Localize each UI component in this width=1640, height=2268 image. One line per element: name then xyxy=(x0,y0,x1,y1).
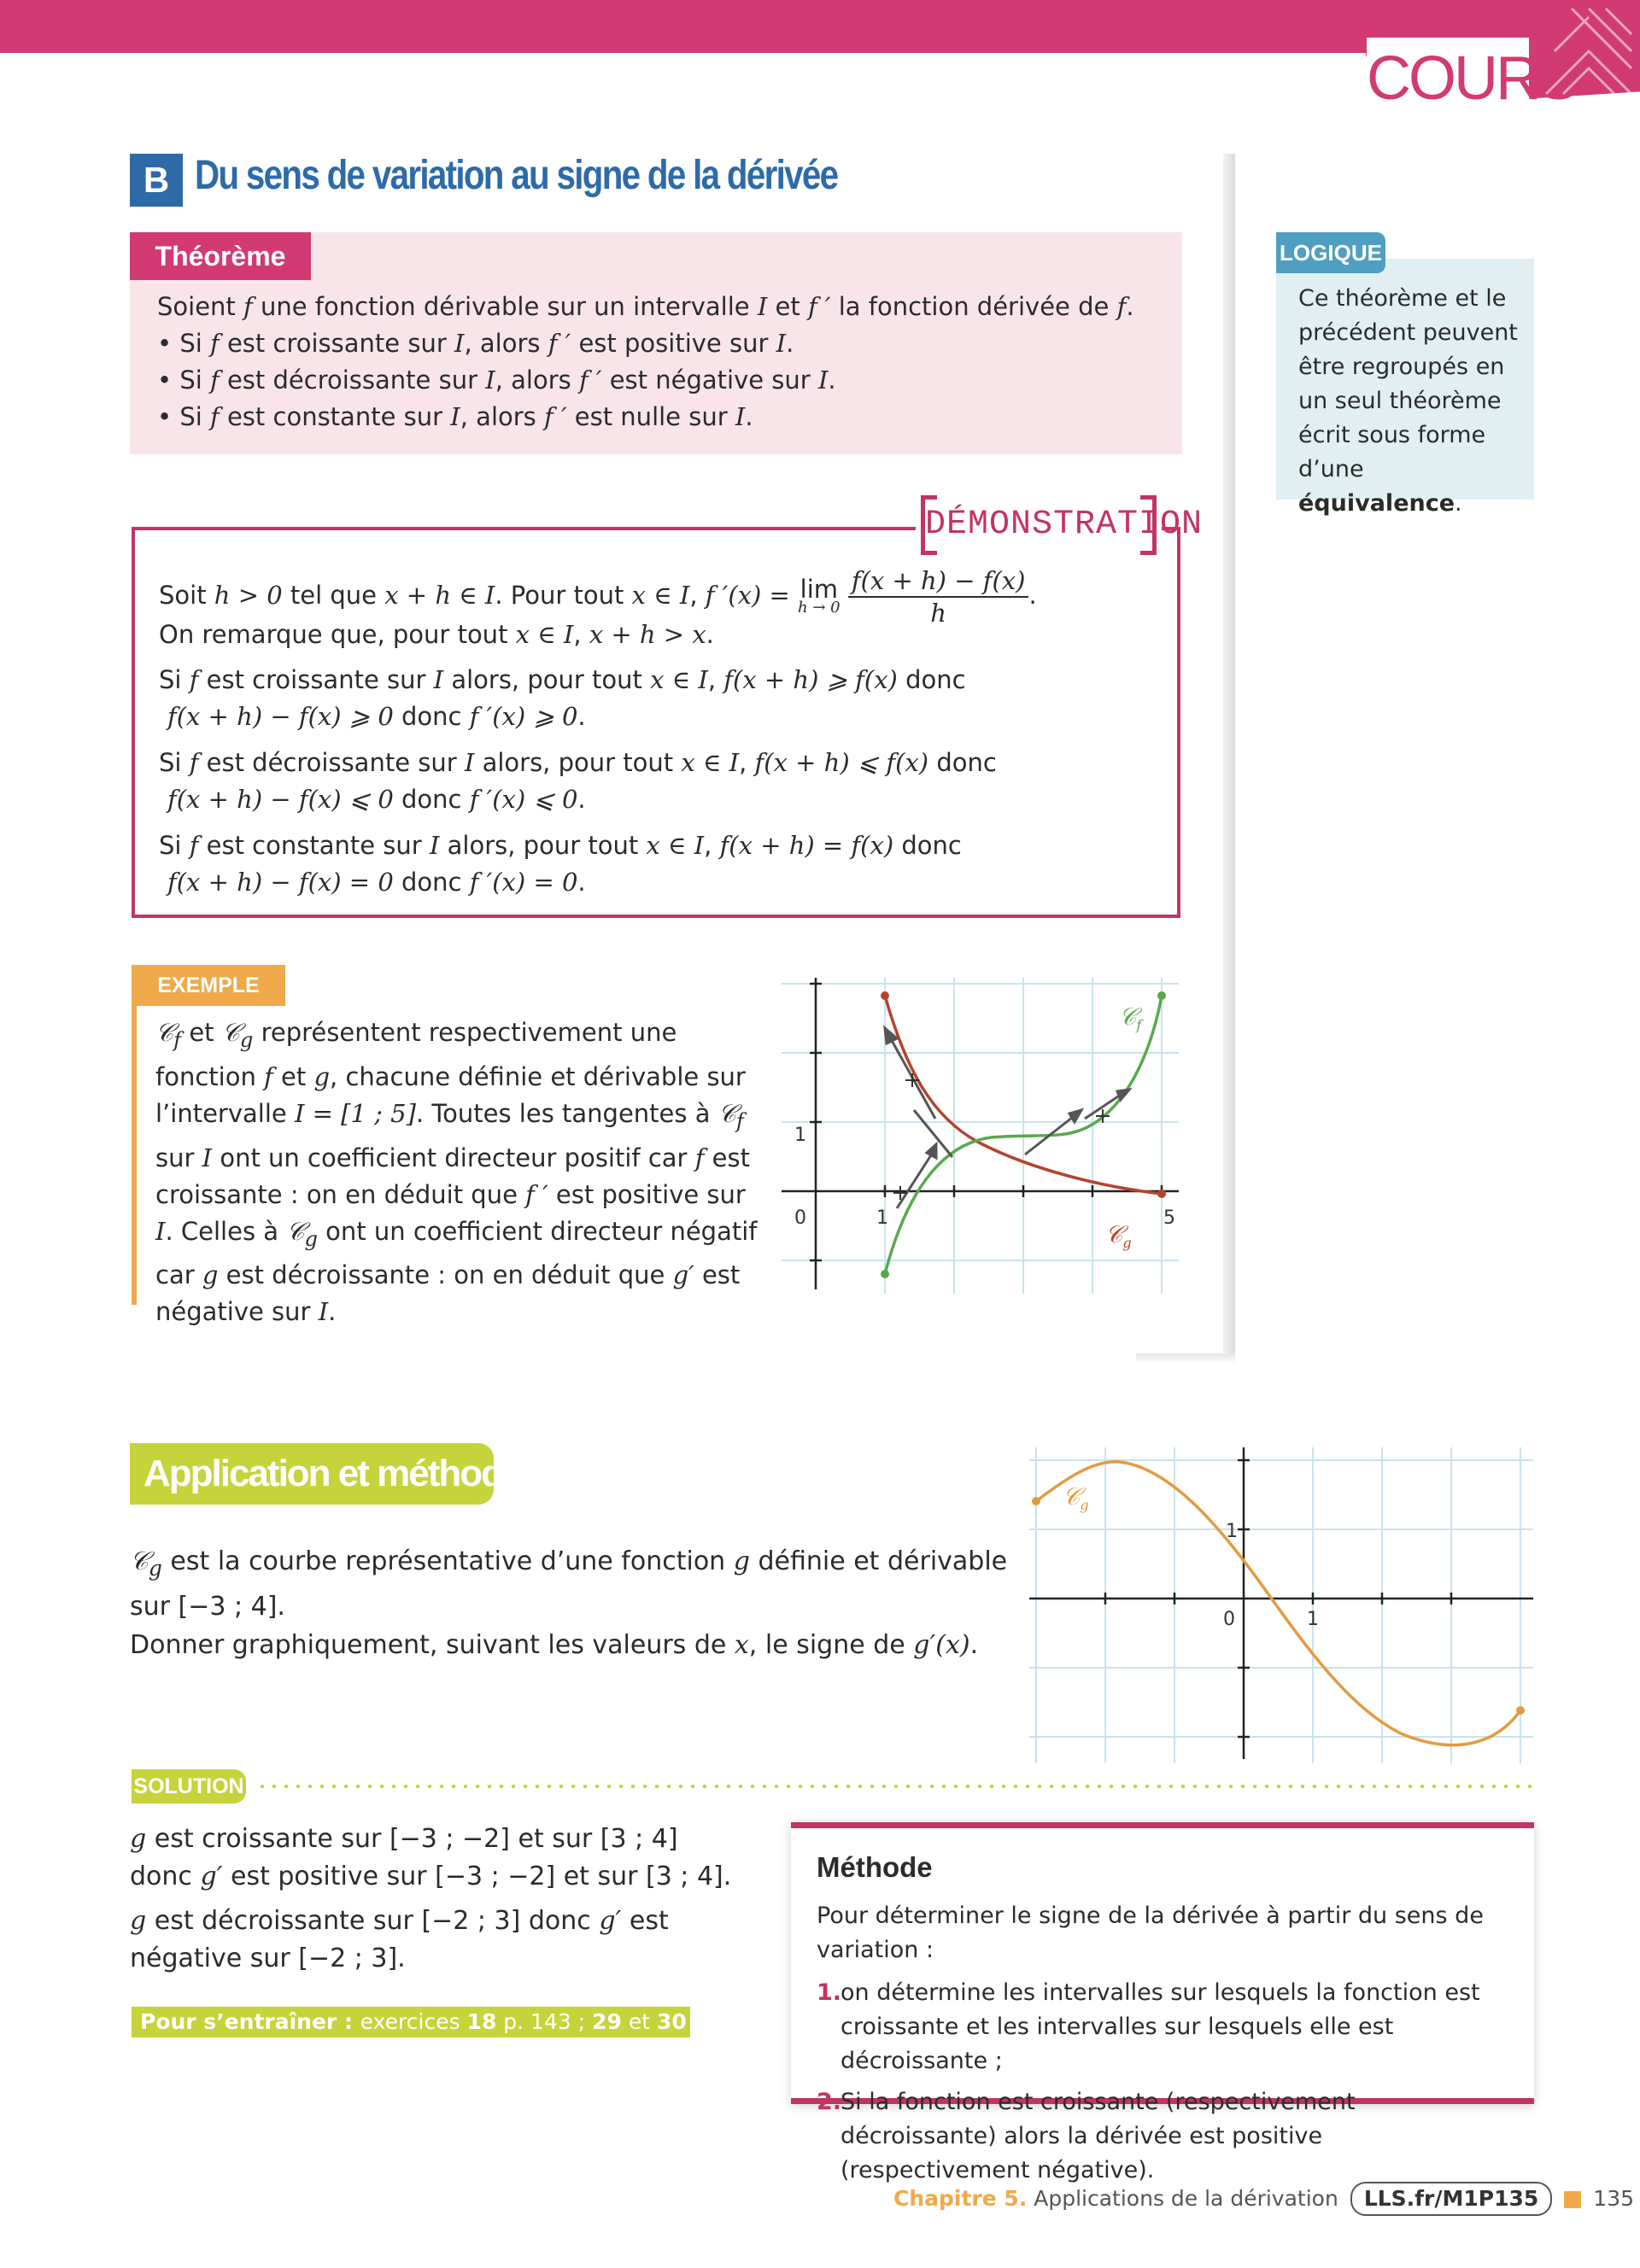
graph-cf-cg xyxy=(777,973,1187,1298)
top-banner xyxy=(0,0,1367,53)
theorem-item: • Si f est croissante sur I, alors f ′ est positive sur I. xyxy=(157,329,794,358)
methode-title: Méthode xyxy=(817,1851,933,1883)
exemple-line: car g est décroissante : on en déduit que g′ est xyxy=(155,1260,741,1290)
section-title: Du sens de variation au signe de la dérivée xyxy=(195,153,838,198)
page-marker-icon xyxy=(1564,2191,1581,2208)
origin-label: 0 xyxy=(794,1207,806,1229)
theorem-tag: Théorème xyxy=(130,232,311,280)
demonstration-tag: DÉMONSTRATION xyxy=(921,495,1157,555)
lls-link[interactable]: LLS.fr/M1P135 xyxy=(1350,2182,1552,2216)
curve-cg xyxy=(1036,1462,1520,1745)
theorem-body xyxy=(157,289,1134,435)
solution-line: donc g′ est positive sur [−3 ; −2] et sur [3 ; 4]. xyxy=(130,1862,732,1891)
solution-tag: SOLUTION xyxy=(132,1769,246,1803)
exemple-line: 𝒞$_f$ et 𝒞$_g$ représentent respectivement une xyxy=(155,1018,677,1052)
y-tick-label: 1 xyxy=(1226,1521,1238,1542)
theorem-item: • Si f est décroissante sur I, alors f ′ est négative sur I. xyxy=(157,365,836,395)
origin-label: 0 xyxy=(1223,1609,1235,1630)
application-line: Donner graphiquement, suivant les valeurs de x, le signe de g′(x). xyxy=(130,1630,979,1660)
solution-text xyxy=(130,1821,731,1978)
exemple-line: négative sur I. xyxy=(155,1297,337,1327)
exemple-line: l’intervalle I = [1 ; 5]. Toutes les tangentes à 𝒞$_f$ xyxy=(155,1098,744,1133)
logique-tag: LOGIQUE xyxy=(1276,232,1385,273)
solution-line: g est croissante sur [−3 ; −2] et sur [3 ; 4] xyxy=(130,1824,678,1854)
y-tick-label: 1 xyxy=(794,1125,806,1146)
demo-case-3b: f(x + h) − f(x) = 0 donc f ′(x) = 0. xyxy=(167,868,586,897)
label-cf: 𝒞$_f$ xyxy=(1119,1002,1142,1033)
solution-line: g est décroissante sur [−2 ; 3] donc g′ est xyxy=(130,1906,669,1936)
exemple-side-bar xyxy=(132,1006,137,1305)
chapter-title: Applications de la dérivation xyxy=(1027,2186,1338,2211)
demo-case-2b: f(x + h) − f(x) ⩽ 0 donc f ′(x) ⩽ 0. xyxy=(167,785,586,814)
theorem-item: • Si f est constante sur I, alors f ′ est nulle sur I. xyxy=(157,402,753,431)
cf-end-point xyxy=(1157,991,1166,1000)
label-cg: 𝒞$_g$ xyxy=(1105,1220,1132,1251)
application-title: Application et méthode xyxy=(130,1443,494,1505)
cg-start-point xyxy=(1032,1497,1040,1505)
solution-dotted-rule xyxy=(256,1785,1536,1788)
limit-notation: lim h → 0 xyxy=(798,575,840,617)
demo-case-2: Si f est décroissante sur I alors, pour tout x ∈ I, f(x + h) ⩽ f(x) donc xyxy=(159,748,997,777)
solution-line: négative sur [−2 ; 3]. xyxy=(130,1944,406,1973)
section-letter-badge: B xyxy=(130,154,183,207)
demo-case-1b: f(x + h) − f(x) ⩾ 0 donc f ′(x) ⩾ 0. xyxy=(167,702,586,731)
demo-case-3: Si f est constante sur I alors, pour tout x ∈ I, f(x + h) = f(x) donc xyxy=(159,831,962,860)
methode-text xyxy=(817,1899,1517,2188)
cf-start-point xyxy=(881,1270,889,1278)
chapter-number: Chapitre 5. xyxy=(893,2186,1028,2211)
exemple-line: I. Celles à 𝒞$_g$ ont un coefficient directeur négatif xyxy=(155,1216,758,1251)
x-tick-label: 1 xyxy=(876,1207,888,1229)
cg-start-point xyxy=(881,991,889,1000)
exemple-line: croissante : on en déduit que f ′ est positive sur xyxy=(155,1179,746,1209)
panel-shadow-edge xyxy=(1223,154,1235,1358)
demo-line-1: Soit h > 0 tel que x + h ∈ I. Pour tout x ∈ I, f ′(x) = lim h → 0 $\frac{f(x + h) - f(x)}{h}$ . xyxy=(159,566,1037,628)
exemple-line: fonction f et g, chacune définie et dérivable sur xyxy=(155,1061,746,1091)
methode-item: 2. Si la fonction est croissante (respectivement décroissante) alors la dérivée est positive (respectivement négative). xyxy=(817,2089,1356,2183)
exemple-text xyxy=(155,1014,758,1330)
panel-shadow-bottom xyxy=(1136,1353,1235,1364)
logique-text: Ce théorème et le précédent peuvent être regroupés en un seul théorème écrit sous forme d’une équivalence. xyxy=(1298,285,1518,517)
cg-end-point xyxy=(1157,1190,1166,1198)
graph2-grid xyxy=(1029,1447,1533,1763)
page-footer xyxy=(893,2179,1635,2218)
exemple-line: sur I ont un coefficient directeur positif car f est xyxy=(155,1143,750,1172)
demo-line-2: On remarque que, pour tout x ∈ I, x + h > x. xyxy=(159,620,714,649)
methode-item: 1. on détermine les intervalles sur lesquels la fonction est croissante et les intervalles sur lesquels elle est décroissante ; xyxy=(817,1979,1480,2074)
page-number: 135 xyxy=(1593,2186,1635,2211)
x-tick-label: 1 xyxy=(1307,1609,1319,1630)
application-line: sur [−3 ; 4]. xyxy=(130,1592,285,1622)
methode-intro: Pour déterminer le signe de la dérivée à partir du sens de variation : xyxy=(817,1903,1484,1963)
x-tick-label: 5 xyxy=(1163,1207,1175,1229)
demo-case-1: Si f est croissante sur I alors, pour tout x ∈ I, f(x + h) ⩾ f(x) donc xyxy=(159,665,966,694)
application-statement xyxy=(130,1542,1007,1664)
difference-quotient: $\frac{f(x + h) - f(x)}{h}$ xyxy=(848,565,1029,628)
cours-label: COURS xyxy=(1367,38,1529,120)
theorem-intro: Soient f une fonction dérivable sur un intervalle I et f ′ la fonction dérivée de f. xyxy=(157,292,1134,321)
decorative-pattern-icon xyxy=(1538,0,1640,104)
exemple-tag: EXEMPLE xyxy=(132,965,285,1006)
label-cg: 𝒞$_g$ xyxy=(1063,1482,1089,1513)
training-exercises-link[interactable]: Pour s’entraîner : exercices 18 p. 143 ; 29 et 30 p. 144 xyxy=(132,2007,690,2037)
cg-end-point xyxy=(1516,1706,1525,1715)
graph-cg-application xyxy=(1025,1443,1538,1768)
application-line: 𝒞$_g$ est la courbe représentative d’une fonction g définie et dérivable xyxy=(130,1546,1008,1581)
